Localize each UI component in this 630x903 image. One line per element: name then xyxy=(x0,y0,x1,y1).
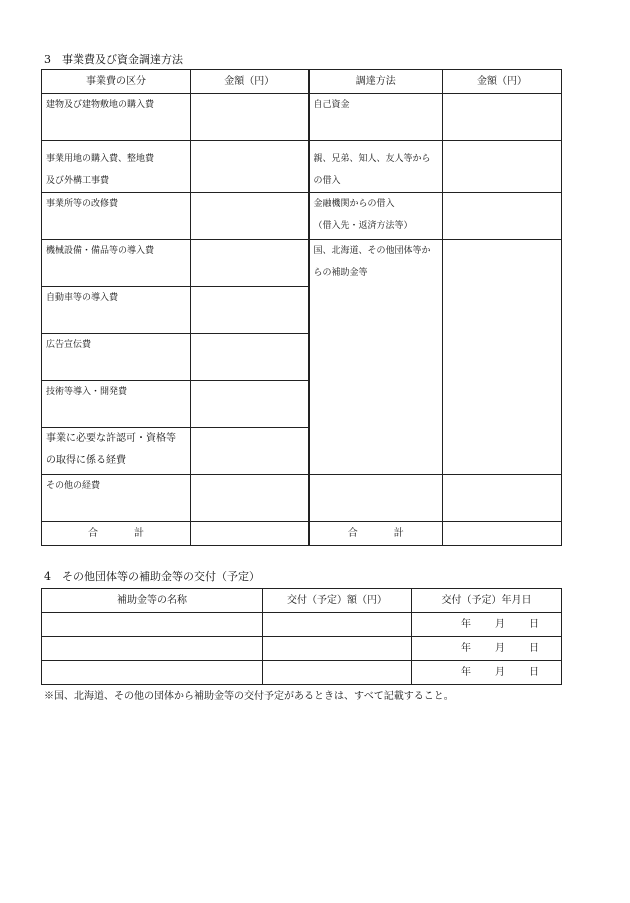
funding-label-bank-loan: 金融機関からの借入 （借入先・返済方法等） xyxy=(309,193,443,240)
expense-label-equipment: 機械設備・備品等の導入費 xyxy=(42,240,191,287)
header-funding-method: 調達方法 xyxy=(309,70,443,94)
expense-label-other: その他の経費 xyxy=(42,475,191,522)
subsidy-name-cell[interactable] xyxy=(42,661,263,685)
funding-label-subsidy: 国、北海道、その他団体等か らの補助金等 xyxy=(309,240,443,475)
funding-label-family-loan: 親、兄弟、知人、友人等から の借入 xyxy=(309,141,443,193)
expense-funding-table xyxy=(41,69,562,546)
subsidy-note: ※国、北海道、その他の団体から補助金等の交付予定があるときは、すべて記載すること。 xyxy=(44,691,454,702)
subsidy-name-cell[interactable] xyxy=(42,613,263,637)
subsidy-amount-cell[interactable] xyxy=(263,637,412,661)
funding-label-own-funds: 自己資金 xyxy=(309,94,443,141)
header-expense-category: 事業費の区分 xyxy=(42,70,191,94)
subsidy-amount-cell[interactable] xyxy=(263,613,412,637)
expense-label-renovation: 事業所等の改修費 xyxy=(42,193,191,240)
header-amount-right: 金額（円） xyxy=(443,70,562,94)
expense-amount-cell[interactable] xyxy=(191,287,309,334)
expense-amount-cell[interactable] xyxy=(191,240,309,287)
subsidy-date-cell[interactable]: 年 月 日 xyxy=(412,637,562,661)
expense-label-advertising: 広告宣伝費 xyxy=(42,334,191,381)
header-subsidy-name: 補助金等の名称 xyxy=(42,589,263,613)
funding-amount-cell[interactable] xyxy=(443,141,562,193)
expense-label-technology: 技術等導入・開発費 xyxy=(42,381,191,428)
expense-label-licensing: 事業に必要な許認可・資格等 の取得に係る経費 xyxy=(42,428,191,475)
funding-amount-cell[interactable] xyxy=(443,193,562,240)
expense-label-vehicle: 自動車等の導入費 xyxy=(42,287,191,334)
expense-label-building: 建物及び建物敷地の購入費 xyxy=(42,94,191,141)
funding-total-label: 合 計 xyxy=(309,522,443,546)
funding-total-amount[interactable] xyxy=(443,522,562,546)
expense-amount-cell[interactable] xyxy=(191,193,309,240)
expense-amount-cell[interactable] xyxy=(191,381,309,428)
section3-title: 3 事業費及び資金調達方法 xyxy=(44,53,183,66)
subsidy-date-cell[interactable]: 年 月 日 xyxy=(412,613,562,637)
subsidy-date-cell[interactable]: 年 月 日 xyxy=(412,661,562,685)
expense-amount-cell[interactable] xyxy=(191,475,309,522)
funding-amount-cell[interactable] xyxy=(443,240,562,475)
expense-amount-cell[interactable] xyxy=(191,94,309,141)
funding-amount-cell[interactable] xyxy=(443,475,562,522)
header-subsidy-amount: 交付（予定）額（円） xyxy=(263,589,412,613)
expense-amount-cell[interactable] xyxy=(191,428,309,475)
subsidy-name-cell[interactable] xyxy=(42,637,263,661)
expense-label-land: 事業用地の購入費、整地費 及び外構工事費 xyxy=(42,141,191,193)
expense-total-label: 合 計 xyxy=(42,522,191,546)
subsidy-table xyxy=(41,588,562,685)
expense-total-amount[interactable] xyxy=(191,522,309,546)
funding-amount-cell[interactable] xyxy=(443,94,562,141)
funding-label-empty xyxy=(309,475,443,522)
section4-title: 4 その他団体等の補助金等の交付（予定） xyxy=(44,570,260,583)
expense-amount-cell[interactable] xyxy=(191,141,309,193)
subsidy-amount-cell[interactable] xyxy=(263,661,412,685)
expense-amount-cell[interactable] xyxy=(191,334,309,381)
header-amount-left: 金額（円） xyxy=(191,70,309,94)
header-subsidy-date: 交付（予定）年月日 xyxy=(412,589,562,613)
